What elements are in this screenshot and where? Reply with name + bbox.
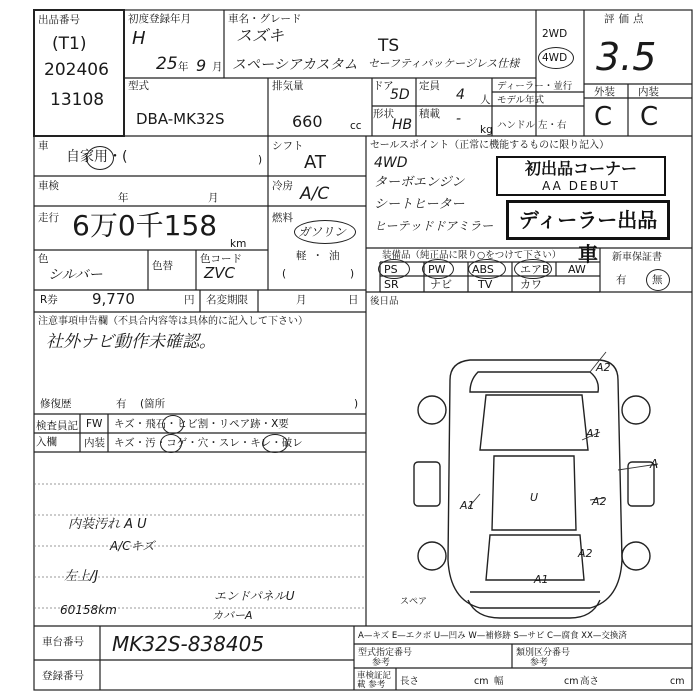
model-name: スペーシアカスタム	[232, 57, 358, 73]
damage-mark-4: A2	[592, 495, 607, 508]
recycle-value: 9,770	[92, 290, 135, 308]
inspector-note-6: カバーA	[212, 609, 253, 622]
later-items-label: 後日品	[370, 296, 399, 307]
grade: TS	[378, 36, 400, 56]
fuel-circle	[294, 220, 356, 244]
fuel: ガソリン	[298, 225, 347, 239]
damage-mark-6: U	[530, 491, 539, 504]
lot-prefix: (T1)	[52, 34, 87, 54]
spare-label: スペア	[400, 597, 428, 607]
model-year-label: モデル年式	[497, 95, 545, 106]
door-count: 5D	[390, 87, 410, 103]
fuel-other-open: (	[282, 268, 287, 280]
displacement-unit: cc	[350, 120, 362, 132]
dealer-stamp-text: ディーラー出品車	[518, 208, 658, 266]
recycle-unit: 円	[184, 294, 195, 306]
warranty-label: 新車保証書	[612, 252, 662, 263]
dealer-label: ディーラー・並行	[497, 81, 573, 92]
first-registration-label: 初度登録年月	[128, 13, 191, 25]
notes-content: 社外ナビ動作未確認。	[46, 332, 216, 352]
model-spec-label: 型式指定番号	[358, 648, 413, 658]
dims-label: 車検証記載 参考	[357, 671, 392, 690]
repair-history-label: 修復歴	[40, 398, 72, 410]
equip-abs-circle	[468, 259, 506, 279]
drive-4wd: 4WD	[542, 52, 568, 64]
displacement-label: 排気量	[272, 80, 304, 92]
load-label: 積載	[419, 108, 440, 120]
width-unit: cm	[564, 676, 579, 687]
inspector-note-2: A/Cキズ	[110, 539, 155, 553]
damage-legend: A—キズ E—エクボ U—凹み W—補修跡 S—サビ C—腐食 XX—交換済	[358, 631, 627, 641]
warranty-no-circle	[646, 269, 670, 291]
make: スズキ	[236, 26, 285, 45]
lot-date: 202406	[44, 60, 109, 80]
warranty-no: 無	[652, 274, 663, 286]
ac: A/C	[300, 184, 330, 204]
repair-have: 有	[116, 398, 127, 410]
equip-sr: SR	[384, 278, 399, 291]
usage-circle	[86, 146, 114, 170]
name-change-label: 名変期限	[206, 294, 248, 306]
month-unit: 月	[212, 61, 223, 73]
first-registration-era: H	[132, 28, 146, 49]
fuel-label: 燃料	[272, 212, 293, 224]
package-name: セーフティパッケージレス仕様	[368, 57, 520, 70]
year-unit: 年	[178, 61, 189, 73]
registration-label: 登録番号	[42, 670, 84, 682]
length-label: 長さ	[400, 676, 420, 687]
fw-stone-circle	[162, 415, 184, 434]
color: シルバー	[48, 267, 103, 283]
class-reference: 参考	[530, 658, 549, 668]
usage: 自家用・(	[66, 149, 128, 165]
make-grade-label: 車名・グレード	[228, 13, 302, 25]
equip-leather: カワ	[520, 278, 542, 291]
inspector-note-4: 60158km	[60, 603, 117, 617]
inspection-month-unit: 月	[208, 192, 219, 204]
displacement: 660	[292, 112, 323, 131]
usage-close: )	[258, 154, 263, 166]
color-label: 色	[38, 253, 49, 265]
capacity-unit: 人	[480, 94, 491, 106]
interior-wear-circle	[262, 434, 288, 453]
repair-place: (箇所	[140, 398, 166, 410]
equip-pw: PW	[428, 263, 446, 276]
usage-label-title: 車	[38, 140, 49, 152]
inspector-note-5: エンドパネルU	[214, 589, 295, 603]
body-shape: HB	[392, 117, 413, 133]
equip-ps: PS	[384, 263, 398, 276]
chassis-label: 車台番号	[42, 636, 84, 648]
chassis-number: MK32S-838405	[112, 632, 265, 656]
shift: AT	[304, 152, 326, 173]
exterior-label: 外装	[594, 86, 615, 98]
door-label: ドア	[373, 80, 394, 92]
equip-navi: ナビ	[430, 278, 452, 291]
height-unit: cm	[670, 676, 685, 687]
load-value: -	[456, 111, 462, 127]
interior-dirt-circle	[160, 434, 182, 453]
length-unit: cm	[474, 676, 489, 687]
capacity-label: 定員	[419, 80, 440, 92]
first-registration-year: 25	[156, 54, 178, 74]
warranty-yes: 有	[616, 274, 627, 286]
drive-4wd-circle	[538, 47, 574, 69]
fuel-other-close: )	[350, 268, 355, 280]
recycle-label: R券	[40, 294, 58, 306]
inspector-note-1: 内装汚れ A U	[68, 517, 147, 532]
model-type: DBA-MK32S	[136, 110, 225, 128]
first-listing-text: 初出品コーナー	[524, 159, 637, 178]
ac-label: 冷房	[272, 180, 293, 192]
repair-close: )	[354, 398, 359, 410]
equip-ps-circle	[378, 259, 410, 279]
interior-grade: C	[640, 102, 659, 132]
sales-point-3: シートヒーター	[374, 197, 465, 212]
equip-abs: ABS	[472, 263, 494, 276]
interior-items: キズ・汚・コゲ・穴・スレ・キレ・破レ	[114, 437, 303, 449]
damage-mark-2: A1	[586, 427, 601, 440]
inspection-year-unit: 年	[118, 192, 129, 204]
sales-point-1: 4WD	[374, 155, 408, 171]
equip-pw-circle	[422, 259, 454, 279]
equip-airbag: エアB	[520, 263, 550, 276]
inspector-label: 検査員記入欄	[36, 420, 78, 448]
sales-points-label: セールスポイント（正常に機能するものに限り記入）	[370, 140, 610, 151]
name-change-day: 日	[348, 294, 359, 306]
color-change-label: 色替	[152, 260, 173, 272]
sales-point-2: ターボエンジン	[374, 175, 465, 190]
fw-items: キズ・飛石・ヒビ割・リペア跡・X要	[114, 418, 289, 430]
fw-label: FW	[86, 418, 103, 430]
equip-tv: TV	[478, 278, 493, 291]
damage-mark-7: A1	[534, 573, 549, 586]
color-code: ZVC	[204, 264, 236, 282]
fuel-light-oil: 軽・油	[296, 250, 346, 262]
equipment-label: 装備品（純正品に限り○をつけて下さい）	[382, 250, 562, 261]
inspector-note-3: 左上/J	[64, 569, 99, 584]
first-listing-stamp	[496, 156, 666, 196]
first-registration-month: 9	[196, 56, 207, 75]
drive-2wd: 2WD	[542, 28, 568, 40]
notes-label: 注意事項申告欄（不具合内容等は具体的に記入して下さい）	[38, 316, 308, 327]
damage-mark-1: A2	[596, 361, 611, 374]
mileage-unit: km	[230, 238, 247, 250]
height-label: 高さ	[580, 676, 600, 687]
damage-mark-5: A1	[460, 499, 475, 512]
equip-airbag-circle	[514, 259, 552, 279]
score-label: 評価点	[604, 13, 648, 25]
damage-mark-3: A	[650, 457, 659, 471]
lot-number-label: 出品番号	[38, 14, 80, 26]
name-change-month: 月	[296, 294, 307, 306]
width-label: 幅	[494, 676, 504, 687]
exterior-grade: C	[594, 102, 613, 132]
class-label: 類別区分番号	[516, 648, 571, 658]
load-unit: kg	[480, 124, 493, 136]
first-listing-en: AA DEBUT	[542, 179, 620, 193]
shift-label: シフト	[272, 140, 304, 152]
handle-label: ハンドル 左・右	[497, 120, 567, 131]
damage-mark-8: A2	[578, 547, 593, 560]
model-spec-reference: 参考	[372, 658, 391, 668]
overall-score: 3.5	[596, 35, 657, 79]
model-type-label: 型式	[128, 80, 149, 92]
mileage: 6万0千158	[72, 209, 218, 242]
interior-label: 内装	[638, 86, 659, 98]
equip-aw: AW	[568, 263, 586, 276]
color-code-label: 色コード	[200, 253, 242, 265]
mileage-label: 走行	[38, 212, 59, 224]
lot-number: 13108	[50, 90, 105, 110]
capacity: 4	[456, 87, 465, 103]
inspection-label: 車検	[38, 180, 59, 192]
inspector-interior-label: 内装	[84, 437, 105, 449]
shape-label: 形状	[373, 108, 394, 120]
sales-point-4: ヒーテッドドアミラー	[374, 219, 494, 233]
